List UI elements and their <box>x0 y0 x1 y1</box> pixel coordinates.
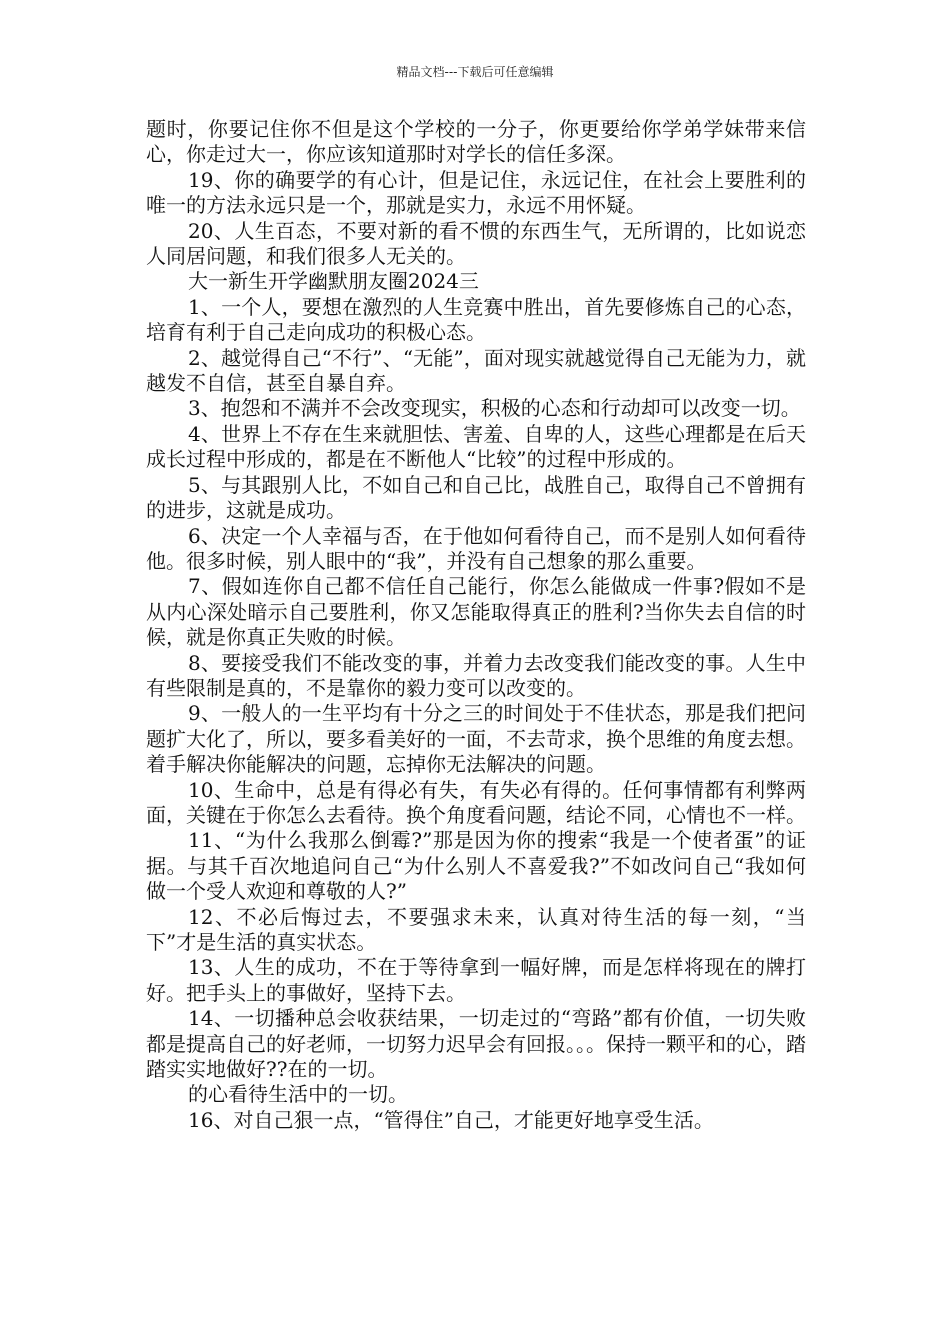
paragraph: 10、生命中，总是有得必有失，有失必有得的。任何事情都有利弊两面，关键在于你怎么去看待。换个角度看问题，结论不同，心情也不一样。 <box>146 777 806 827</box>
paragraph: 1、一个人，要想在激烈的人生竞赛中胜出，首先要修炼自己的心态，培育有利于自己走向成功的积极心态。 <box>146 294 806 345</box>
paragraph: 11、“为什么我那么倒霉?”那是因为你的搜索“我是一个使者蛋”的证据。与其千百次地追问自己“为什么别人不喜爱我?”不如改问自己“我如何做一个受人欢迎和尊敬的人?” <box>146 828 806 904</box>
paragraph: 14、一切播种总会收获结果，一切走过的“弯路”都有价值，一切失败都是提高自己的好老师，一切努力迟早会有回报。。。保持一颗平和的心，踏踏实实地做好??在的一切。 <box>146 1006 806 1082</box>
section-heading: 大一新生开学幽默朋友圈2024三 <box>188 269 479 294</box>
paragraph: 8、要接受我们不能改变的事，并着力去改变我们能改变的事。人生中有些限制是真的，不是靠你的毅力变可以改变的。 <box>146 650 806 700</box>
paragraph: 6、决定一个人幸福与否，在于他如何看待自己，而不是别人如何看待他。很多时候，别人眼中的“我”，并没有自己想象的那么重要。 <box>146 523 806 573</box>
paragraph: 9、一般人的一生平均有十分之三的时间处于不佳状态，那是我们把问题扩大化了，所以，要多看美好的一面，不去苛求，换个思维的角度去想。着手解决你能解决的问题，忘掉你无法解决的问题。 <box>146 701 806 777</box>
paragraph: 13、人生的成功，不在于等待拿到一幅好牌，而是怎样将现在的牌打好。把手头上的事做好，坚持下去。 <box>146 955 806 1005</box>
paragraph: 4、世界上不存在生来就胆怯、害羞、自卑的人，这些心理都是在后天成长过程中形成的，都是在不断他人“比较”的过程中形成的。 <box>146 421 806 472</box>
document-body <box>146 117 806 1133</box>
paragraph: 3、抱怨和不满并不会改变现实，积极的心态和行动却可以改变一切。 <box>188 396 801 421</box>
paragraph: 19、你的确要学的有心计，但是记住，永远记住，在社会上要胜利的唯一的方法永远只是一个，那就是实力，永远不用怀疑。 <box>146 167 806 218</box>
paragraph: 题时，你要记住你不但是这个学校的一分子，你更要给你学弟学妹带来信心，你走过大一，你应该知道那时对学长的信任多深。 <box>146 117 806 167</box>
paragraph: 12、不必后悔过去，不要强求未来，认真对待生活的每一刻，“当下”才是生活的真实状态。 <box>146 904 806 954</box>
paragraph: 7、假如连你自己都不信任自己能行，你怎么能做成一件事?假如不是从内心深处暗示自己要胜利，你又怎能取得真正的胜利?当你失去自信的时候，就是你真正失败的时候。 <box>146 574 806 650</box>
page-header: 精品文档---下载后可任意编辑 <box>396 65 554 79</box>
paragraph: 2、越觉得自己“不行”、“无能”，面对现实就越觉得自己无能为力，就越发不自信，甚至自暴自弃。 <box>146 345 806 396</box>
paragraph: 的心看待生活中的一切。 <box>188 1082 408 1107</box>
paragraph: 5、与其跟别人比，不如自己和自己比，战胜自己，取得自己不曾拥有的进步，这就是成功。 <box>146 472 806 523</box>
paragraph: 20、人生百态，不要对新的看不惯的东西生气，无所谓的，比如说恋人同居问题，和我们很多人无关的。 <box>146 218 806 269</box>
paragraph: 16、对自己狠一点，“管得住”自己，才能更好地享受生活。 <box>188 1107 714 1132</box>
